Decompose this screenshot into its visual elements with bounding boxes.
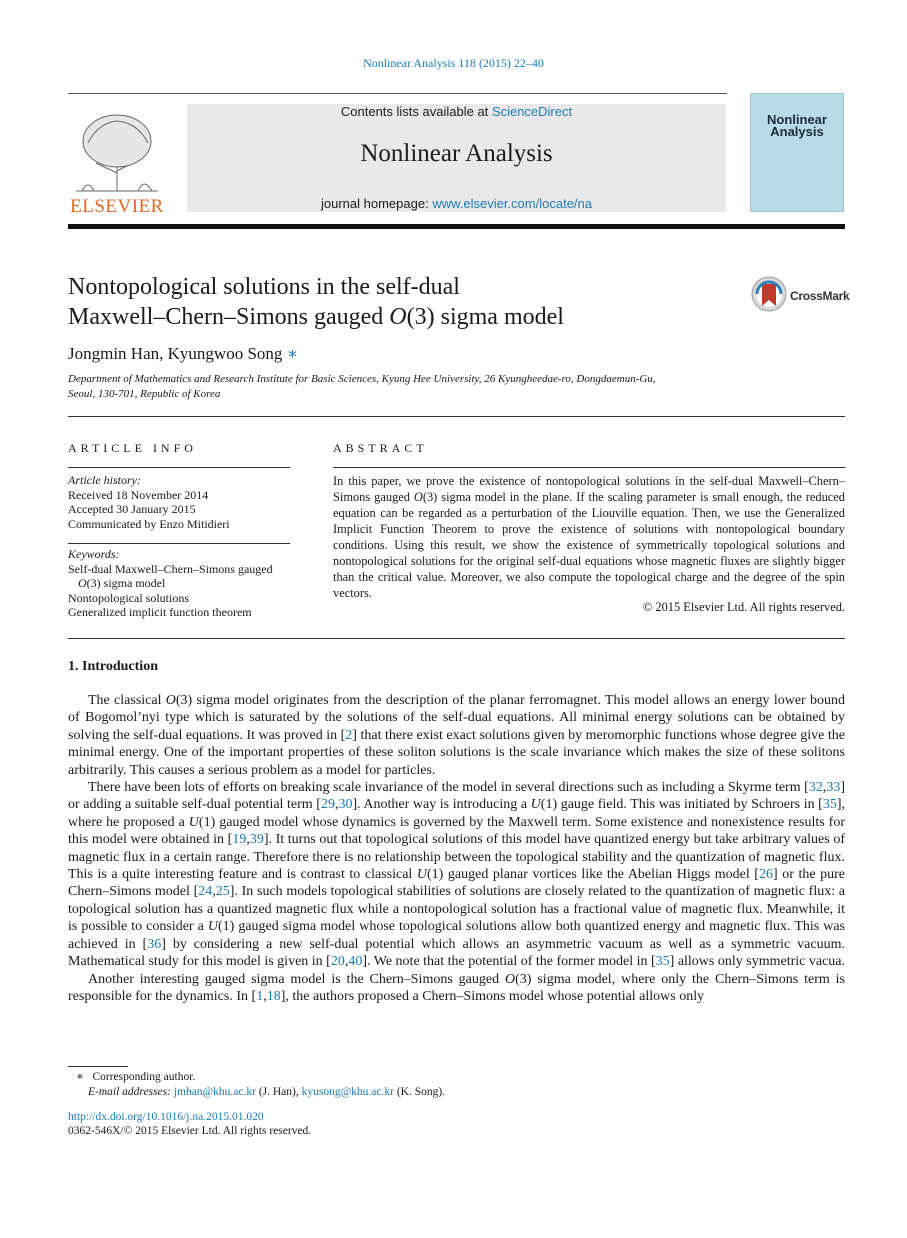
citation-link[interactable]: 36	[147, 936, 162, 952]
math-symbol: U	[207, 919, 218, 935]
article-info-heading: ARTICLE INFO	[68, 441, 197, 455]
citation-link[interactable]: 25	[215, 884, 230, 900]
journal-citation[interactable]: Nonlinear Analysis 118 (2015) 22–40	[363, 56, 544, 70]
citation-link[interactable]: 33	[826, 780, 841, 796]
citation-link[interactable]: 24	[198, 884, 213, 900]
doi-link[interactable]: http://dx.doi.org/10.1016/j.na.2015.01.020	[68, 1111, 264, 1123]
paragraph: Another interesting gauged sigma model is the Chern–Simons gauged O(3) sigma model, where only the Chern–Simons term is responsible for the dynamics. In [1,18], the authors proposed a Chern–Simons model whose potential allows only	[68, 971, 845, 1004]
journal-name: Nonlinear Analysis	[360, 140, 553, 167]
divider	[68, 416, 845, 417]
header-rule	[68, 93, 727, 94]
homepage-link[interactable]: www.elsevier.com/locate/na	[432, 196, 592, 211]
math-symbol: U	[188, 814, 199, 830]
abstract-heading: ABSTRACT	[333, 441, 428, 455]
citation-link[interactable]: 2	[345, 727, 353, 743]
abstract-text: In this paper, we prove the existence of nontopological solutions in the self-dual Maxwell–Chern–Simons gauged O(3) sigma model in the plane. If the scaling parameter is small enough, the reduced equation can be regarded as a perturbation of the Liouville equation. Then, we use the Generalized Implicit Function Theorem to prove the existence of solutions with nontopological boundary conditions. Using this result, we show the existence of symmetrically topological solutions and nontopological solutions for the original self-dual equations whose magnetic fluxes are slightly bigger than the critical value. Moreover, we also compute the topological charge and the degree of the spin vectors.	[333, 474, 845, 600]
paragraph: The classical O(3) sigma model originates from the description of the planar ferromagnet. This model allows an energy lower bound of Bogomol’nyi type which is saturated by the solutions of the self-dual equations. All minimal energy solutions can be obtained by solving the self-dual equations. It was proved in [2] that there exist exact solutions given by meromorphic functions whose degree give the minimal energy. One of the important properties of these soliton solutions is the scale invariance which makes the size of these solitons arbitrarily. This causes a serious problem as a model for particles.	[68, 693, 845, 778]
sciencedirect-link[interactable]: ScienceDirect	[491, 104, 573, 119]
journal-cover-thumbnail[interactable]	[750, 93, 844, 212]
crossmark-label[interactable]: CrossMark	[790, 289, 850, 303]
footnote: ∗ Corresponding author. E-mail addresses: jmhan@khu.ac.kr (J. Han), kyusong@khu.ac.kr (K. Song).	[76, 1071, 446, 1098]
email-link[interactable]: jmhan@khu.ac.kr	[173, 1086, 256, 1098]
section-heading: 1. Introduction	[68, 659, 158, 674]
author-list: Jongmin Han, Kyungwoo Song ∗	[68, 344, 299, 363]
paragraph: There have been lots of efforts on breaking scale invariance of the model in several directions such as including a Skyrme term [32,33] or adding a suitable self-dual potential term [29,30]. Another way is introducing a U(1) gauge field. This was initiated by Schroers in [35], where he proposed a U(1) gauged model whose dynamics is governed by the Maxwell term. Some existence and nonexistence results for this model were obtained in [19,39]. It turns out that topological solutions of this model have quantized energy but take arbitrary values of magnetic flux in a certain range. Therefore there is no relationship between the topological stability and the quantization of magnetic flux. This is a quite interesting feature and is contrast to classical U(1) gauged planar vortices like the Abelian Higgs model [26] or the pure Chern–Simons model [24,25]. In such models topological stabilities of solutions are closely related to the quantization of magnetic flux: a topological solution has a quantized magnetic flux while a nontopological solution has a fractional value of magnetic flux. Meanwhile, it is possible to consider a U(1) gauged sigma model whose topological solutions allow both quantized energy and magnetic flux. This was achieved in [36] by considering a new self-dual potential which allows an asymmetric vacuum as well as a symmetric vacuum. Mathematical study for this model is given in [20,40]. We note that the potential of the former model in [35] allows only symmetric vacua.	[68, 780, 846, 970]
math-symbol: U	[416, 867, 427, 883]
homepage-line: journal homepage: www.elsevier.com/locate/na	[321, 196, 592, 211]
citation-link[interactable]: 29	[320, 797, 335, 813]
email-link[interactable]: kyusong@khu.ac.kr	[301, 1086, 394, 1098]
header-thick-rule	[68, 224, 845, 229]
article-title: Nontopological solutions in the self-dual Maxwell–Chern–Simons gauged O(3) sigma model	[68, 274, 564, 330]
cover-title: Nonlinear Analysis	[767, 112, 827, 139]
citation-link[interactable]: 32	[808, 780, 823, 796]
citation-link[interactable]: 1	[256, 988, 264, 1004]
elsevier-wordmark: ELSEVIER	[70, 196, 164, 217]
citation-link[interactable]: 18	[266, 988, 281, 1004]
math-symbol: O	[505, 971, 516, 987]
citation-link[interactable]: 35	[822, 797, 837, 813]
issn-copyright: 0362-546X/© 2015 Elsevier Ltd. All rights reserved.	[68, 1125, 312, 1137]
article-history: Article history: Received 18 November 2014 Accepted 30 January 2015 Communicated by Enzo Mitidieri	[68, 473, 230, 531]
citation-link[interactable]: 35	[655, 954, 670, 970]
math-symbol: U	[530, 797, 541, 813]
citation-link[interactable]: 20	[330, 954, 345, 970]
affiliation: Department of Mathematics and Research Institute for Basic Sciences, Kyung Hee University, 26 Kyungheedae-ro, Dongdaemun-Gu, Seoul, 130-701, Republic of Korea	[68, 373, 656, 400]
citation-link[interactable]: 40	[348, 954, 363, 970]
divider	[68, 543, 290, 544]
contents-line: Contents lists available at ScienceDirect	[340, 104, 573, 119]
abstract-copyright: © 2015 Elsevier Ltd. All rights reserved.	[642, 600, 845, 614]
citation-link[interactable]: 39	[249, 832, 264, 848]
crossmark-icon[interactable]	[751, 276, 787, 312]
footnote-rule	[68, 1066, 128, 1067]
divider	[333, 467, 845, 468]
divider	[68, 467, 290, 468]
introduction-body	[68, 692, 845, 1005]
keywords: Keywords: Self-dual Maxwell–Chern–Simons gauged O(3) sigma model Nontopological solutions Generalized implicit function theorem	[68, 547, 273, 619]
citation-link[interactable]: 30	[338, 797, 353, 813]
corresponding-author-mark[interactable]: ∗	[286, 344, 299, 363]
citation-link[interactable]: 26	[758, 867, 773, 883]
math-symbol: O	[165, 693, 176, 708]
citation-link[interactable]: 19	[232, 832, 247, 848]
divider	[68, 638, 845, 639]
